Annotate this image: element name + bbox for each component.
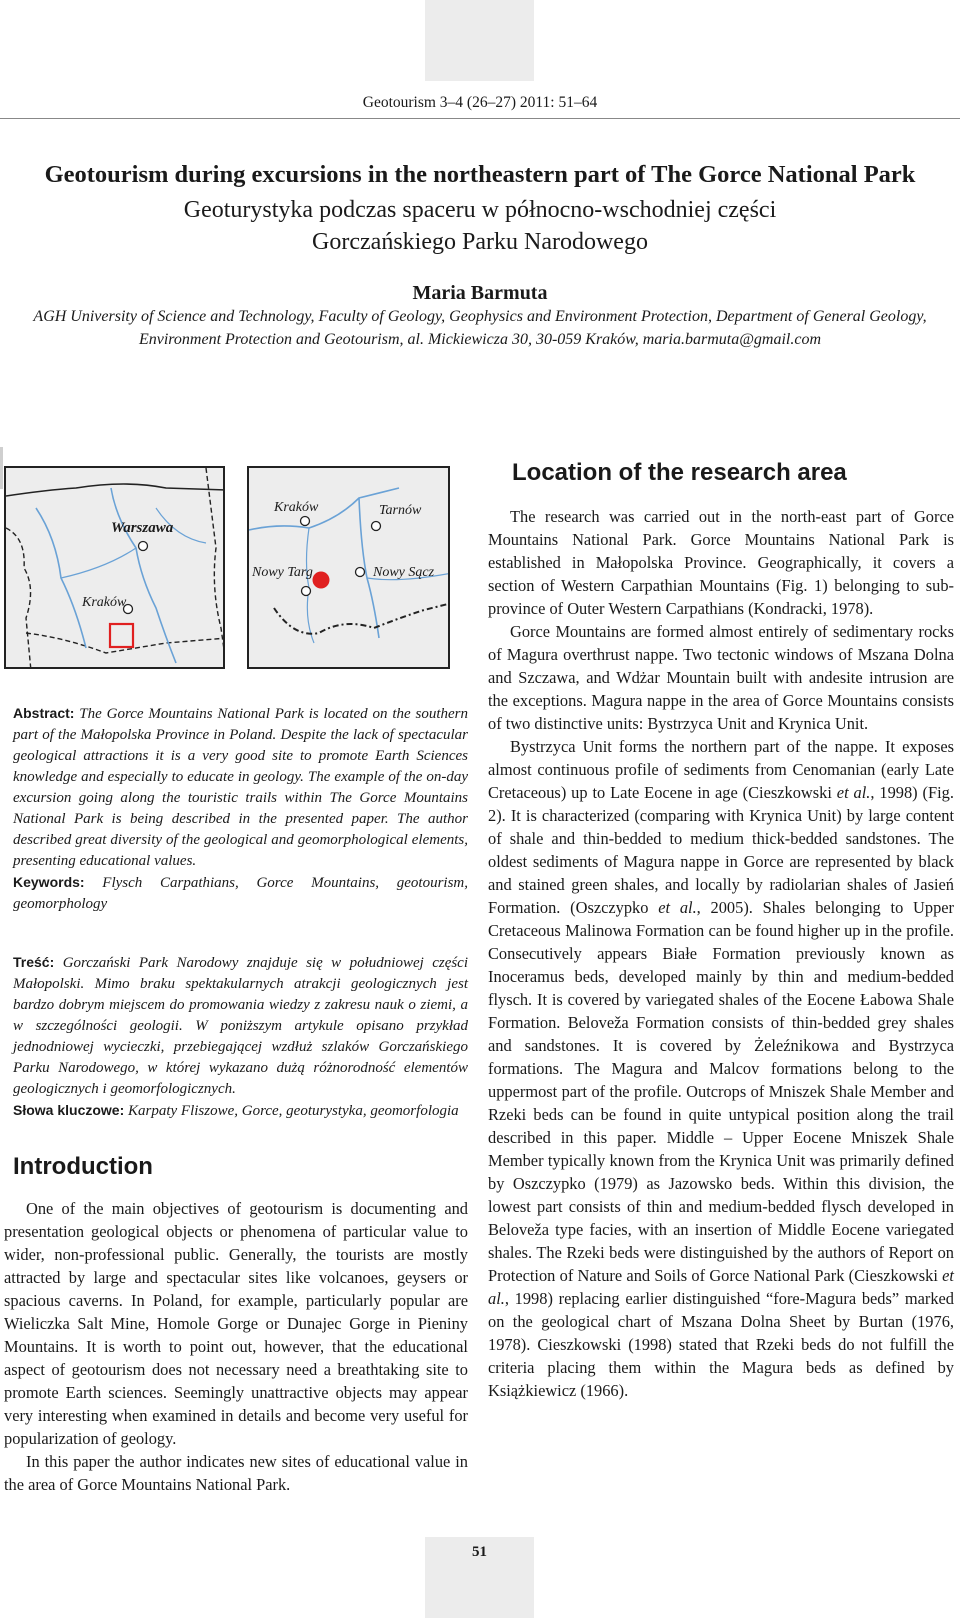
author-name: Maria Barmuta [412,282,548,304]
author-affiliation: AGH University of Science and Technology, Faculty of Geology, Geophysics and Environment Protection, Department of General Geology, Environment Protection and Geotourism, al. Mickiewicza 30, 30-059 Kraków, maria.barmuta@gmail.com [33,308,927,348]
abstract-label: Abstract: [13,705,75,721]
location-p3-part-b: , 1998) (Fig. 2). It is characterized (comparing with Krynica Unit) by large content of shale and thin-bedded to medium thick-bedded sandstones. The oldest sediments of Magura nappe in Gorce are represented by black and stained green shales, and locally by radiolarian shales of Jasień Formation. (Oszczypko [488,783,954,917]
introduction-heading: Introduction [13,1153,153,1180]
abstract-text: The Gorce Mountains National Park is located on the southern part of the Małopolska Province in Poland. Despite the lack of spectacular geological attractions it is a very good site to promote Earth Sciences knowledge and especially to educate in geology. The example of the on-day excursion going along the touristic trails within The Gorce Mountains National Park is being described in the presented paper. The author described great diversity of the geological and geomorphological elements, presenting educational values. [13,706,468,869]
tarnow-marker [372,522,381,531]
study-area-box [110,624,133,647]
warszawa-marker [139,542,148,551]
margin-mark [0,447,3,489]
krakow-detail-marker [301,517,310,526]
research-site-marker [313,572,330,589]
nowy-sacz-marker [356,568,365,577]
map-label-krakow: Kraków [82,595,127,610]
location-p3-etal-3: et al. [488,1266,954,1308]
map-label-nowy-targ: Nowy Targ [252,565,313,580]
tresc-abstract [13,952,468,1122]
title-polish [0,194,960,258]
poland-location-map [4,466,225,669]
top-page-tab [425,0,534,81]
page-number: 51 [472,1544,487,1560]
state-border [274,603,450,634]
tresc-text: Gorczański Park Narodowy znajduje się w południowej części Małopolski. Mimo braku spektakularnych atrakcji geologicznych jest bardzo dobrym miejscem do promowania wiedzy z zakresu nauk o ziemi, a w szczególności geologii. W poniższym artykule opisano przykład jednodniowej wycieczki, przebiegającej wzdłuż szlaków Gorczańskiego Parku Narodowego, w której wykazano dużą różnorodność elementów geologicznych i geomorfologicznych. [13,955,469,1097]
location-paragraph-1: The research was carried out in the north-east part of Gorce Mountains National Park. Gorce Mountains National Park is established in Małopolska Province. Geographically, it covers a section of Western Carpathian Mountains (Fig. 1) belonging to sub-province of Outer Western Carpathians (Kondracki, 1978). [488,507,954,618]
map-label-nowy-sacz: Nowy Sącz [373,565,435,580]
map-south-border [26,633,225,653]
detail-location-map [247,466,450,669]
slowa-kluczowe-text: Karpaty Fliszowe, Gorce, geoturystyka, geomorfologia [128,1103,459,1119]
map-label-krakow-detail: Kraków [274,500,319,515]
keywords-label: Keywords: [13,874,85,890]
location-body [488,505,954,1402]
map-label-tarnow: Tarnów [379,503,422,518]
introduction-body [4,1197,468,1496]
nowy-targ-marker [302,587,311,596]
map-river-vistula [111,488,176,663]
map-west-border [6,528,31,669]
location-paragraph-3 [488,735,954,1402]
location-p3-etal-1: et al. [836,783,871,802]
header-rule [0,118,960,119]
introduction-paragraph-2: In this paper the author indicates new sites of educational value in the area of Gorce Mountains National Park. [4,1452,468,1494]
map-label-warszawa: Warszawa [111,520,174,536]
slowa-kluczowe-label: Słowa kluczowe: [13,1102,125,1118]
poland-map-graphic [6,468,225,669]
running-head: Geotourism 3–4 (26–27) 2011: 51–64 [362,94,598,111]
abstract [13,703,468,915]
location-p3-part-a: Bystrzyca Unit forms the northern part of the nappe. It exposes almost continuous profile of sediments from Cenomanian (early Late Cretaceous) up to Late Eocene in age (Cieszkowski [488,737,954,802]
location-paragraph-2: Gorce Mountains are formed almost entirely of sedimentary rocks of Magura overthrust nappe. Two tectonic windows of Mszana Dolna and Szczawa, and Wdżar Mountain built with andesite intrusion are the exceptions. Magura nappe in the area of Gorce Mountains consists of two distinctive units: Bystrzyca Unit and Krynica Unit. [488,622,954,733]
river-raba [307,528,315,643]
location-heading: Location of the research area [512,459,847,486]
map-coastline [6,484,225,496]
location-p3-part-c: , 2005). Shales belonging to Upper Cretaceous Malinowa Formation can be found higher up in the profile. Consecutively appears Białe Formation previously known as Inoceramus beds, developed mainly by thin and medium-bedded flysch. It is covered by variegated shales of the Eocene Łabowa Shale Formation. Beloveža Formation consists of thin-bedded grey shales and sandstones. It is covered by Żeleźnikowa and Bystrzyca formations. The Magura and Malcov formations belong to the uppermost part of the profile. Outcrops of Mniszek Shale Member and Rzeki beds can be found in quite untypical position along the trail described in this paper. Middle – Upper Eocene Mniszek Shale Member typically known from the Krynica Unit was primarily defined by Oszczypko (1979) as Jazowsko beds. Within this division, the lowest part consists of thin and medium-bedded flysch developed in Beloveža type facies, with an insertion of Middle Eocene variegated shales. The Rzeki beds were distinguished by the authors of Report on Protection of Nature and Soils of Gorce National Park (Cieszkowski [488,898,955,1285]
introduction-paragraph-1: One of the main objectives of geotourism is documenting and presentation geological objects or phenomena of particular value to wider, non-professional public. Generally, the tourists are mostly attracted by large and spectacular sites like volcanoes, geysers or spacious caverns. In Poland, for example, particularly popular are Wieliczka Salt Mine, Homole Gorge or Dunajec Gorge in Pieniny Mountains. It is worth to point out, however, that the educational aspect of geotourism does not necessary need a breathtaking site to promote Earth sciences. Seemingly unattractive objects may appear very interesting when examined in details and become very useful for popularization of geology. [4,1199,468,1448]
location-p3-etal-2: et al. [658,898,697,917]
keywords-text: Flysch Carpathians, Gorce Mountains, geotourism, geomorphology [13,875,469,912]
location-p3-part-d: , 1998) replacing earlier distinguished “fore-Magura beds” marked on the geological chart of Mszana Dolna Sheet by Burtan (1976, 1978). Cieszkowski (1998) stated that Rzeki beds do not fulfill the criteria placing them within the Magura beds as defined by Książkiewicz (1966). [488,1289,954,1400]
title-english: Geotourism during excursions in the northeastern part of The Gorce National Park [44,161,916,188]
title-polish-line2: Gorczańskiego Parku Narodowego [312,229,648,255]
tresc-label: Treść: [13,954,55,970]
title-polish-line1: Geoturystyka podczas spaceru w północno-wschodniej części [183,197,777,223]
map-river-warta [61,548,136,578]
